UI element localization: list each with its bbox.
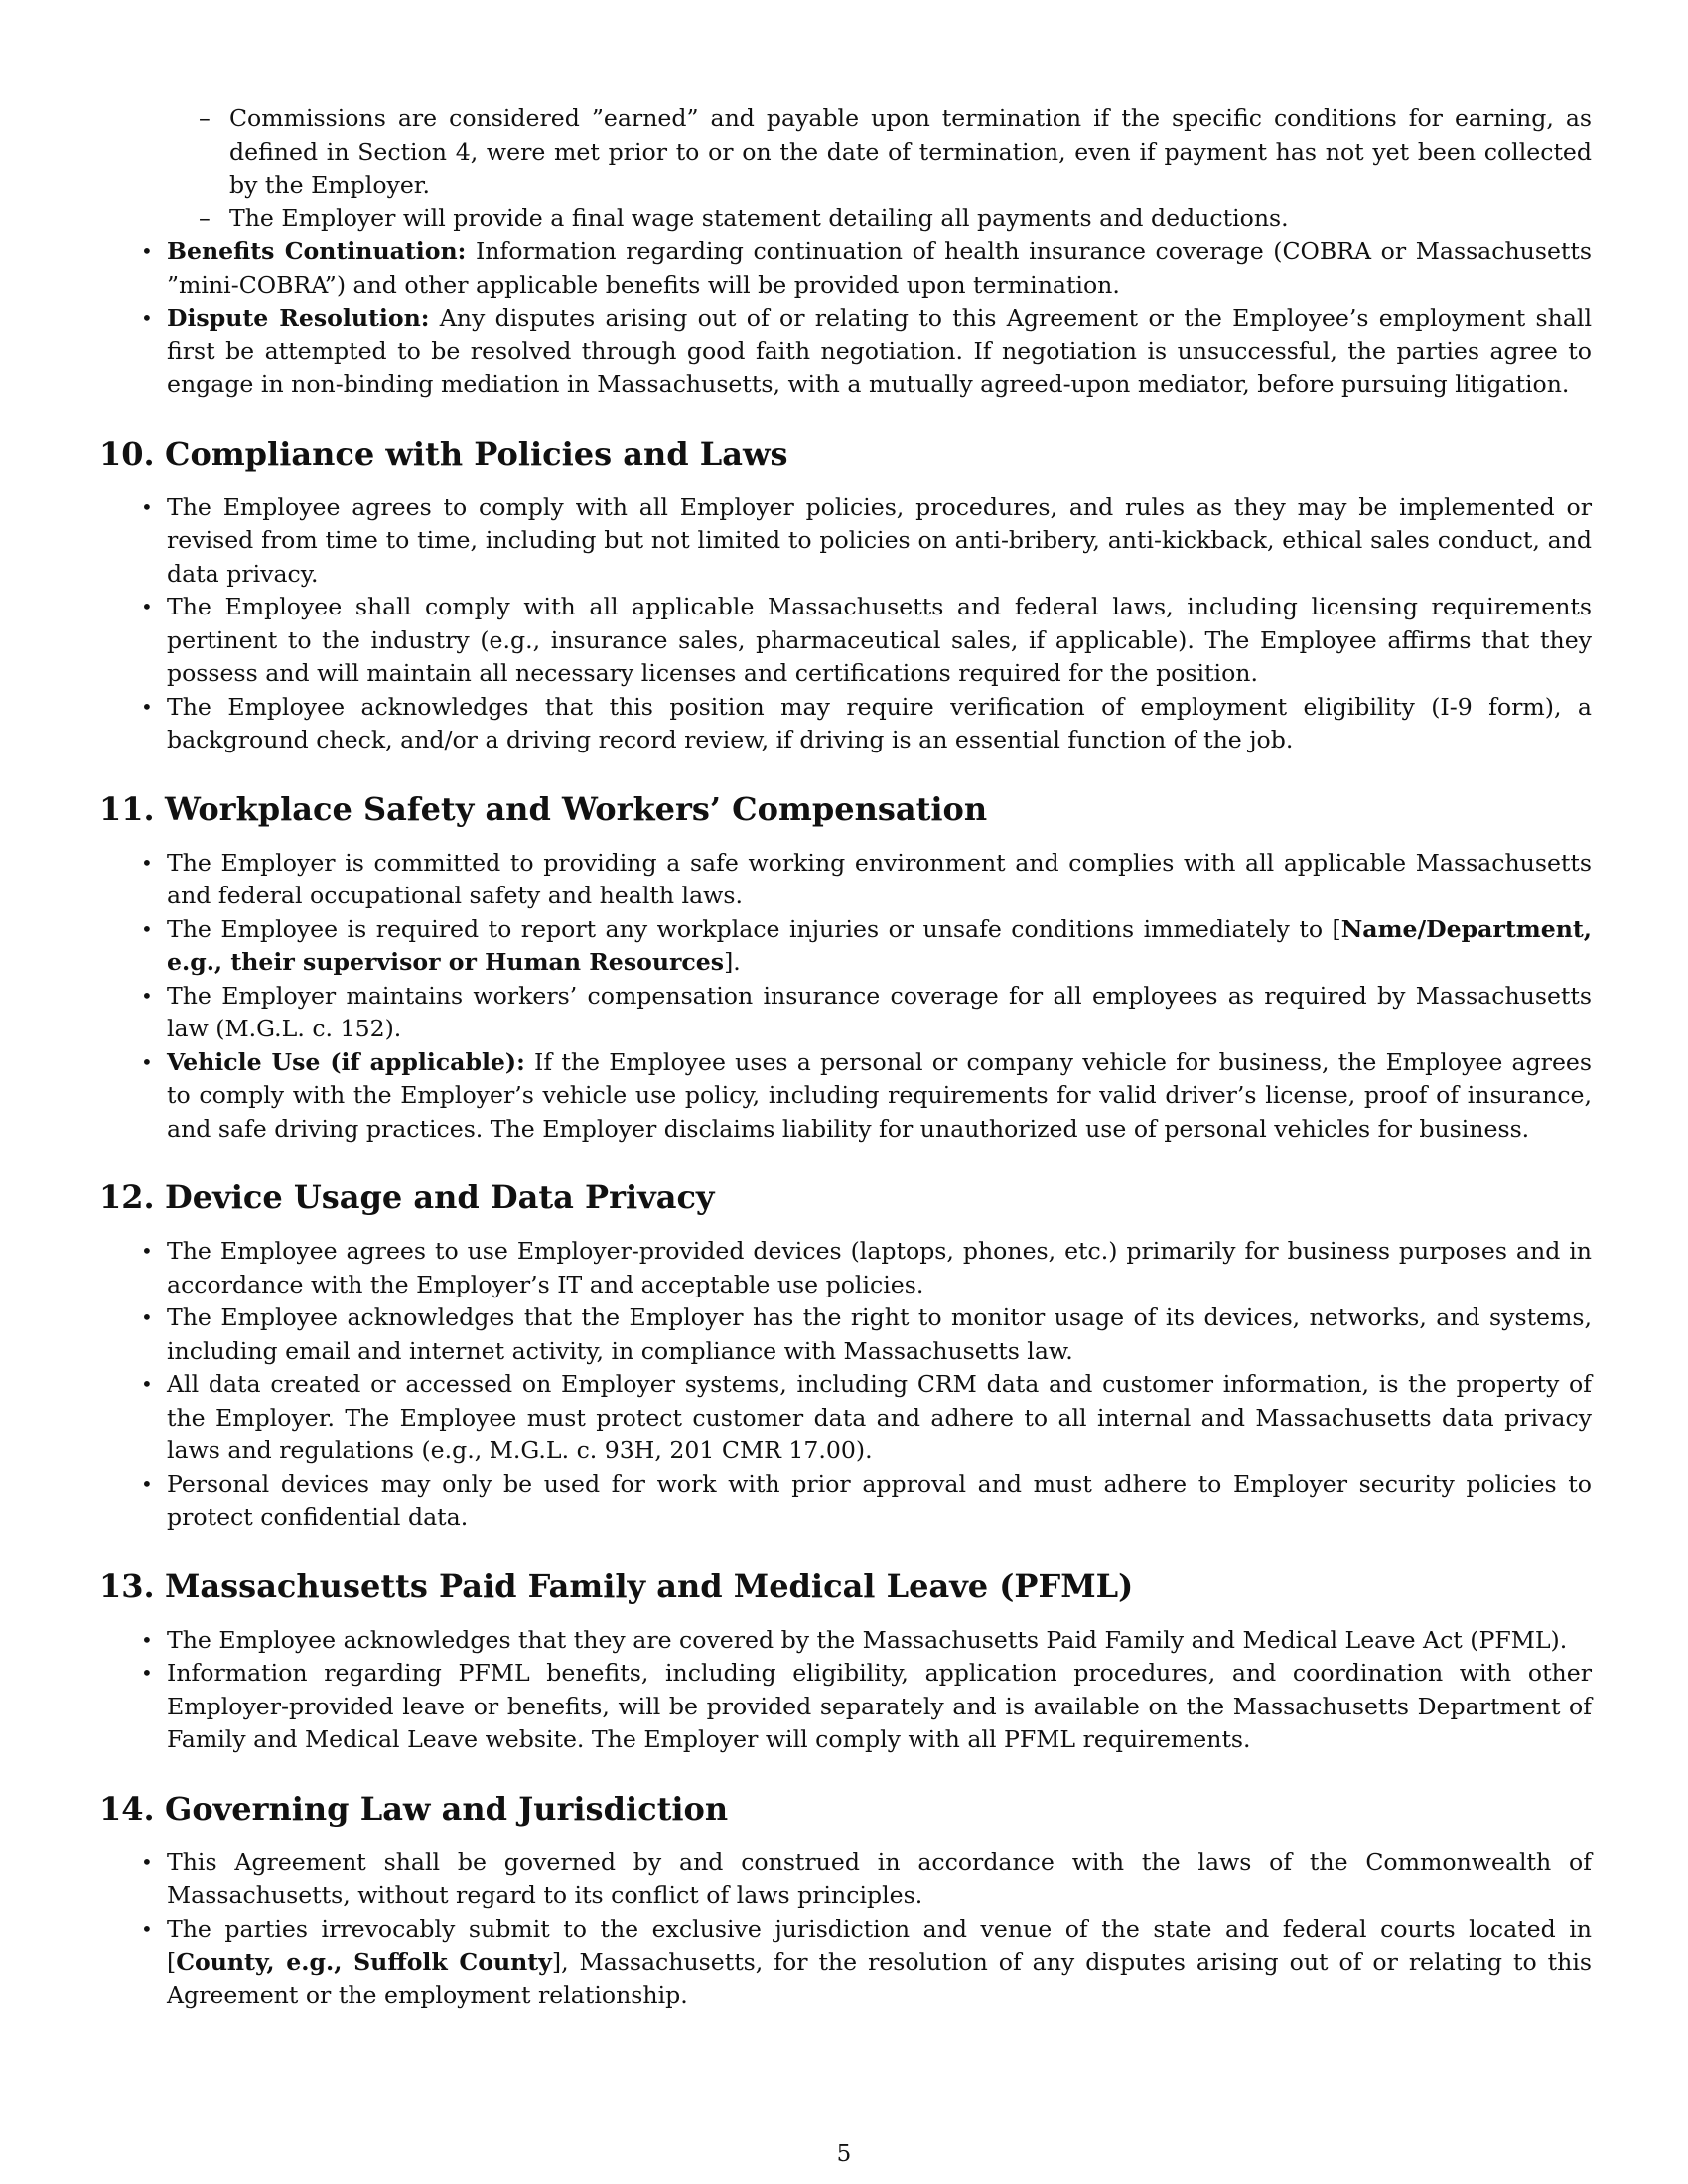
section-bullet-list	[99, 847, 1592, 1147]
section-14	[99, 1789, 1592, 2013]
section-bullet-list	[99, 491, 1592, 757]
item-text: The Employee acknowledges that they are covered by the Massachusetts Paid Family and Medical Leave Act (PFML).	[167, 1625, 1568, 1654]
section-number: 12.	[99, 1178, 155, 1216]
section-number: 10.	[99, 434, 155, 473]
page-content	[99, 102, 1592, 2012]
list-item	[99, 1468, 1592, 1535]
continuation-bullet-list	[99, 235, 1592, 402]
list-item	[99, 1235, 1592, 1301]
section-title: Massachusetts Paid Family and Medical Leave (PFML)	[165, 1567, 1134, 1605]
list-item	[99, 1046, 1592, 1147]
section-title: Workplace Safety and Workers’ Compensation	[165, 789, 988, 828]
list-item	[99, 1913, 1592, 2013]
list-item	[99, 980, 1592, 1046]
item-text: The Employee shall comply with all applicable Massachusetts and federal laws, including licensing requirements pertinent to the industry (e.g., insurance sales, pharmaceutical sales, if applicable). The Employee affirms that they possess and will maintain all necessary licenses and certifications required for the position.	[167, 593, 1592, 687]
section-number: 11.	[99, 789, 155, 828]
item-text: Personal devices may only be used for work with prior approval and must adhere to Employer security policies to protect confidential data.	[167, 1469, 1592, 1531]
item-text: The Employer is committed to providing a safe working environment and complies with all applicable Massachusetts and federal occupational safety and health laws.	[167, 848, 1592, 909]
placeholder-text: Name/Department, e.g., their supervisor or Human Resources	[167, 914, 1592, 976]
page-number: 5	[836, 2141, 852, 2167]
dash-item-text: – The Employer will provide a final wage statement detailing all payments and deductions.	[229, 204, 1289, 232]
item-lead: Vehicle Use (if applicable):	[167, 1047, 525, 1076]
section-number: 13.	[99, 1567, 155, 1605]
section-title: Compliance with Policies and Laws	[165, 434, 788, 473]
section-title: Governing Law and Jurisdiction	[165, 1789, 729, 1828]
item-text: The Employee acknowledges that the Employer has the right to monitor usage of its devices, networks, and systems, including email and internet activity, in compliance with Massachusetts law.	[167, 1303, 1592, 1365]
section-heading	[99, 1789, 1592, 1829]
section-bullet-list	[99, 1624, 1592, 1757]
placeholder-text: County, e.g., Suffolk County	[176, 1948, 552, 1976]
item-text: The Employee agrees to comply with all Employer policies, procedures, and rules as they may be implemented or revised from time to time, including but not limited to policies on anti-bribery, anti-kickback, ethical sales conduct, and data privacy.	[167, 492, 1592, 588]
list-item	[99, 491, 1592, 592]
item-lead: Benefits Continuation:	[167, 237, 467, 265]
list-item	[99, 1846, 1592, 1913]
item-lead: Dispute Resolution:	[167, 304, 430, 332]
item-text: Information regarding continuation of health insurance coverage (COBRA or Massachusetts ”mini-COBRA”) and other applicable benefits will be provided upon termination.	[167, 237, 1592, 299]
list-item	[99, 847, 1592, 913]
section-heading	[99, 1567, 1592, 1606]
list-item	[99, 1624, 1592, 1658]
item-text: If the Employee uses a personal or company vehicle for business, the Employee agrees to comply with the Employer’s vehicle use policy, including requirements for valid driver’s license, proof of insurance, and safe driving practices. The Employer disclaims liability for unauthorized use of personal vehicles for business.	[167, 1047, 1592, 1143]
item-text-end: ].	[724, 948, 741, 976]
list-item	[99, 1368, 1592, 1468]
dash-item-text: – Commissions are considered ”earned” and payable upon termination if the specific conditions for earning, as defined in Section 4, were met prior to or on the date of termination, even if payment has not yet been collected by the Employer.	[229, 104, 1592, 199]
dash-item	[99, 203, 1592, 236]
section-heading	[99, 434, 1592, 474]
item-text: Information regarding PFML benefits, including eligibility, application procedures, and coordination with other Employer-provided leave or benefits, will be provided separately and is available on the Massachusetts Department of Family and Medical Leave website. The Employer will comply with all PFML requirements.	[167, 1659, 1592, 1753]
section-13	[99, 1567, 1592, 1757]
list-item	[99, 591, 1592, 691]
section-10	[99, 434, 1592, 757]
list-item	[99, 235, 1592, 302]
dash-item	[99, 102, 1592, 203]
item-text: The Employee acknowledges that this position may require verification of employment eligibility (I-9 form), a background check, and/or a driving record review, if driving is an essential function of the job.	[167, 692, 1592, 753]
section-number: 14.	[99, 1789, 155, 1828]
section-heading	[99, 789, 1592, 829]
item-text: This Agreement shall be governed by and construed in accordance with the laws of the Commonwealth of Massachusetts, without regard to its conflict of laws principles.	[167, 1847, 1592, 1909]
item-text: All data created or accessed on Employer systems, including CRM data and customer information, is the property of the Employer. The Employee must protect customer data and adhere to all internal and Massachusetts data privacy laws and regulations (e.g., M.G.L. c. 93H, 201 CMR 17.00).	[167, 1370, 1592, 1464]
item-text: The parties irrevocably submit to the exclusive jurisdiction and venue of the state and federal courts located in [	[167, 1914, 1592, 1976]
list-item	[99, 1657, 1592, 1757]
list-item	[99, 691, 1592, 757]
item-text: Any disputes arising out of or relating to this Agreement or the Employee’s employment shall first be attempted to be resolved through good faith negotiation. If negotiation is unsuccessful, the parties agree to engage in non-binding mediation in Massachusetts, with a mutually agreed-upon mediator, before pursuing litigation.	[167, 304, 1592, 398]
continuation-dash-list	[99, 102, 1592, 235]
section-title: Device Usage and Data Privacy	[165, 1178, 715, 1216]
list-item	[99, 302, 1592, 402]
section-11	[99, 789, 1592, 1147]
item-text-end: ], Massachusetts, for the resolution of any disputes arising out of or relating to this Agreement or the employment relationship.	[167, 1948, 1592, 2009]
item-text: The Employer maintains workers’ compensation insurance coverage for all employees as required by Massachusetts law (M.G.L. c. 152).	[167, 981, 1592, 1042]
item-text: The Employee agrees to use Employer-provided devices (laptops, phones, etc.) primarily for business purposes and in accordance with the Employer’s IT and acceptable use policies.	[167, 1237, 1592, 1298]
section-heading	[99, 1177, 1592, 1217]
item-text: The Employee is required to report any workplace injuries or unsafe conditions immediately to [	[167, 914, 1341, 943]
section-12	[99, 1177, 1592, 1535]
list-item	[99, 1301, 1592, 1368]
list-item	[99, 913, 1592, 980]
section-bullet-list	[99, 1846, 1592, 2013]
section-bullet-list	[99, 1235, 1592, 1535]
